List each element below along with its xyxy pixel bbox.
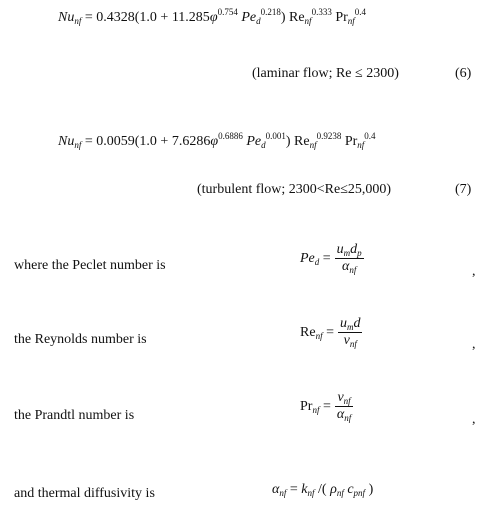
reynolds-formula: $Re_{nf}$ = $\frac{u_md}{\nu_{nf}}$ <box>300 316 361 349</box>
nu-symbol: Nu <box>58 134 75 149</box>
prandtl-comma: , <box>472 412 476 427</box>
reynolds-fraction: $\frac{u_md}{\nu_{nf}}$ <box>339 316 361 349</box>
peclet-label: where the Peclet number is <box>14 258 166 273</box>
peclet-formula: $Pe_d$ = $\frac{u_md_p}{\alpha_{nf}}$ <box>300 242 362 275</box>
prandtl-fraction: $\frac{\nu_{nf}}{\alpha_{nf}}$ <box>336 390 352 423</box>
diffusivity-label: and thermal diffusivity is <box>14 486 155 501</box>
eq6-number: (6) <box>455 66 472 81</box>
eq6-phi-exponent: 0.754 <box>217 7 238 17</box>
reynolds-comma: , <box>472 337 476 352</box>
peclet-comma: , <box>472 264 476 279</box>
eq6-coefficient: 0.4328(1.0 + 11.285 <box>96 10 210 25</box>
prandtl-label: the Prandtl number is <box>14 408 135 423</box>
prandtl-formula: $Pr_{nf}$ = $\frac{\nu_{nf}}{\alpha_{nf}}$ <box>300 390 352 423</box>
equation-7: $Nu_{nf} = 0.0059(1.0 + 7.6286\varphi^{0.6886}$ $Pe_d^{0.001}$) $Re_{nf}^{0.9238}$ $Pr_{nf}^{0.4}$ <box>58 131 376 150</box>
diffusivity-formula: $\alpha_{nf} = k_{nf}$ /( $\rho_{nf}$ $c_{pnf}$ ) <box>272 482 374 498</box>
eq7-condition: (turbulent flow; 2300<Re≤25,000) <box>197 182 392 197</box>
eq6-re-exponent: 0.333 <box>311 7 332 17</box>
reynolds-label: the Reynolds number is <box>14 332 147 347</box>
eq6-condition: (laminar flow; Re ≤ 2300) <box>252 66 399 81</box>
eq7-pr-exponent: 0.4 <box>364 131 376 141</box>
eq7-phi-exponent: 0.6886 <box>218 131 243 141</box>
eq7-re-exponent: 0.9238 <box>316 131 342 141</box>
eq7-pe-exponent: 0.001 <box>265 131 286 141</box>
eq7-coefficient: 0.0059(1.0 + 7.6286 <box>96 134 211 149</box>
equation-6: $Nu_{nf} = 0.4328(1.0 + 11.285\varphi^{0.754}$ $Pe_d^{0.218}$) $Re_{nf}^{0.333}$ $Pr_{nf}^{0.4}$ <box>58 7 367 26</box>
eq7-number: (7) <box>455 182 472 197</box>
eq6-pe-exponent: 0.218 <box>260 7 281 17</box>
eq6-pr-exponent: 0.4 <box>354 7 367 17</box>
peclet-fraction: $\frac{u_md_p}{\alpha_{nf}}$ <box>336 242 362 275</box>
nu-symbol: Nu <box>58 10 75 25</box>
